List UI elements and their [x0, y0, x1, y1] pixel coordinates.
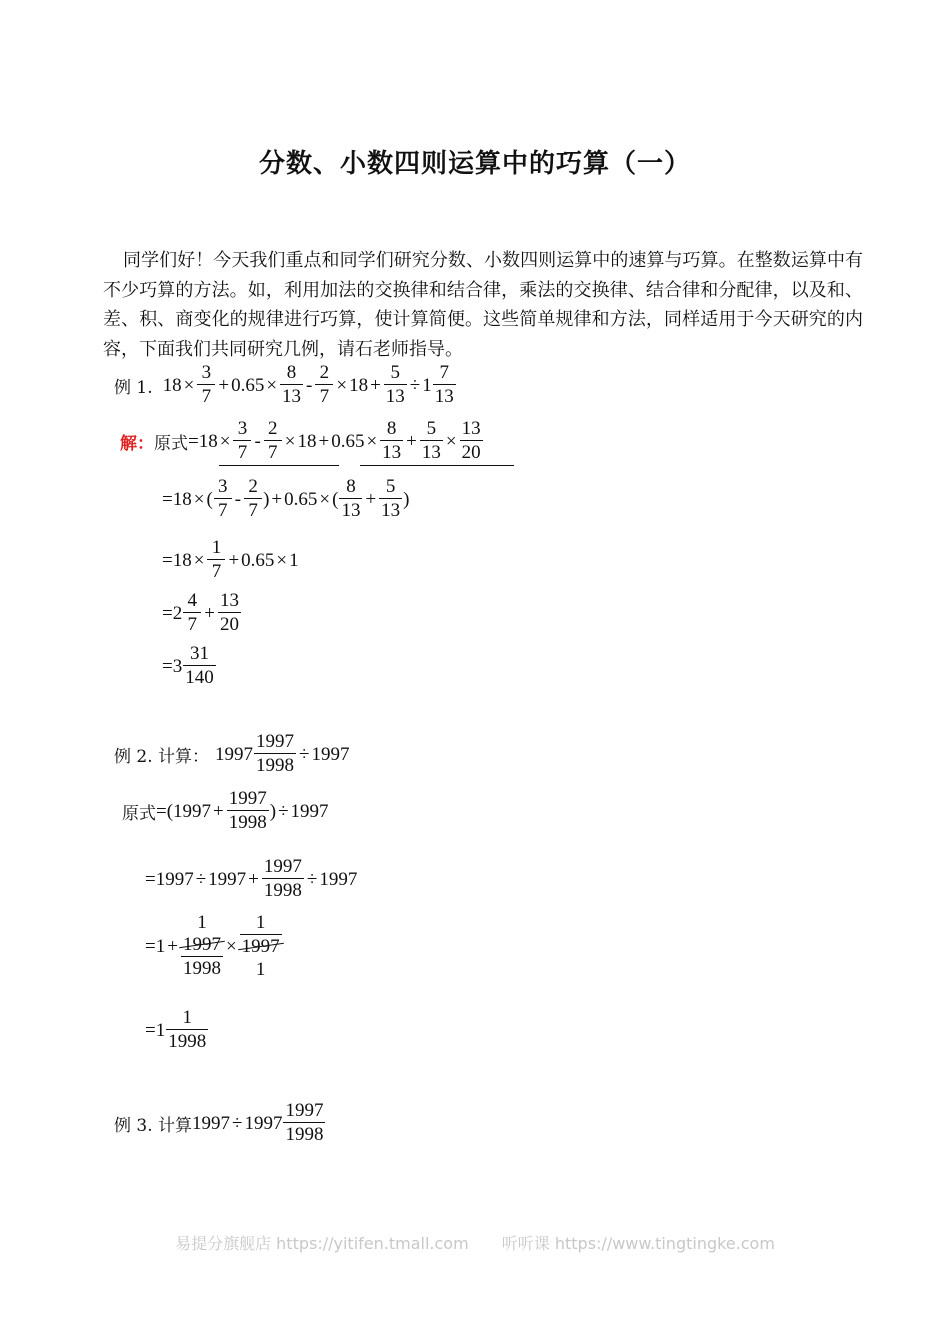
fraction: [207, 537, 225, 584]
math-token: ×: [276, 549, 288, 571]
math-token: 7: [207, 559, 225, 584]
example-1-solution-line-4: [162, 590, 242, 637]
math-token: 7: [315, 384, 333, 409]
intro-paragraph: 同学们好！今天我们重点和同学们研究分数、小数四则运算中的速算与巧算。在整数运算中有不少巧算的方法。如，利用加法的交换律和结合律，乘法的交换律、结合律和分配律，以及和、差、积、商变化的规律进行巧算，使计算简便。这些简单规律和方法，同样适用于今天研究的内容，下面我们共同研究几例，请石老师指导。: [103, 250, 863, 360]
math-token: 1998: [182, 958, 221, 979]
math-token: 7: [244, 498, 262, 523]
math-token: (: [166, 800, 174, 822]
math-token: ÷: [409, 374, 421, 396]
math-token: 13: [385, 386, 405, 407]
fraction: [460, 418, 483, 465]
fraction: [240, 912, 282, 981]
math-token: 5: [426, 418, 437, 439]
math-token: ×: [366, 430, 378, 452]
example-1-solution-line-3: [162, 537, 299, 584]
math-token: 7: [264, 440, 282, 465]
math-token: +: [406, 430, 417, 452]
math-token: 18: [172, 549, 192, 571]
math-token: 31: [189, 643, 209, 664]
example-2-label: 例 2. 计算：: [114, 747, 210, 767]
math-token: 5: [385, 476, 396, 497]
grouping-underline: [219, 465, 339, 466]
page-title: 分数、小数四则运算中的巧算（一）: [258, 149, 691, 179]
example-2-solution-line-3: [145, 912, 283, 981]
fraction: [384, 362, 407, 409]
example-3-problem: [114, 1100, 326, 1147]
math-token: 原式: [154, 434, 188, 454]
math-token: 18: [349, 374, 369, 396]
fraction: [379, 476, 402, 523]
math-token: 1997: [208, 868, 247, 890]
math-token: 2: [268, 418, 278, 439]
math-token: 13: [282, 386, 302, 407]
fraction: [244, 476, 262, 523]
math-token: ×: [193, 549, 205, 571]
math-token: ÷: [195, 868, 207, 890]
math-token: +: [213, 800, 224, 822]
math-token: ×: [183, 374, 195, 396]
math-token: 5: [390, 362, 401, 383]
math-token: -: [306, 374, 313, 396]
math-token: 2: [248, 476, 258, 497]
math-token: 1998: [168, 1031, 207, 1052]
math-token: 1997: [256, 731, 295, 752]
math-token: (: [332, 488, 339, 510]
math-token: 1: [289, 549, 299, 571]
math-token: +: [370, 374, 381, 396]
math-token: 1998: [228, 812, 267, 833]
math-token: 18: [297, 430, 317, 452]
example-2-problem: [114, 731, 349, 778]
math-token: 原式: [122, 804, 156, 824]
math-token: 7: [439, 362, 449, 383]
example-2-solution-line-4: [145, 1007, 209, 1054]
math-token: =: [156, 800, 167, 822]
math-token: 13: [421, 442, 441, 463]
math-token: 18: [198, 430, 218, 452]
fraction: [214, 476, 232, 523]
math-token: 1997: [215, 743, 254, 765]
math-token: 18: [172, 488, 192, 510]
cancelled-numerator: 1997: [182, 934, 221, 955]
math-token: 18: [162, 374, 182, 396]
footer: [0, 1231, 950, 1254]
math-token: 1998: [256, 755, 295, 776]
math-token: +: [167, 935, 178, 957]
math-token: 140: [185, 667, 214, 688]
example-1-label: 例 1.: [114, 378, 153, 398]
math-token: =: [145, 1019, 156, 1041]
fraction: [283, 1100, 325, 1147]
math-token: ×: [193, 488, 205, 510]
example-1-solution-line-5: [162, 643, 217, 690]
example-2-solution-line-1: [122, 788, 329, 835]
math-token: 13: [461, 418, 481, 439]
fraction: [280, 362, 303, 409]
math-token: 1: [155, 935, 166, 957]
math-token: +: [248, 868, 259, 890]
math-token: 1: [255, 912, 266, 933]
math-token: =: [188, 430, 199, 452]
math-token: 2: [319, 362, 330, 383]
fraction: [433, 362, 456, 409]
fraction: [183, 643, 216, 690]
math-token: 4: [187, 590, 197, 611]
math-token: 1997: [311, 743, 350, 765]
math-token: 8: [386, 418, 397, 439]
math-token: 1: [197, 912, 207, 933]
fraction: [420, 418, 443, 465]
math-token: 3: [237, 418, 248, 439]
fraction: [218, 590, 241, 637]
math-token: 1997: [228, 788, 267, 809]
math-token: 13: [382, 442, 402, 463]
math-token: 7: [197, 384, 215, 409]
math-token: 1: [422, 374, 432, 396]
math-token: =: [145, 935, 156, 957]
math-token: ×: [284, 430, 296, 452]
math-token: +: [228, 549, 240, 571]
fraction: [166, 1007, 208, 1054]
fraction: [254, 731, 296, 778]
math-token: =: [162, 488, 173, 510]
math-token: 1: [155, 1019, 166, 1041]
solution-label: 解：: [120, 434, 154, 454]
math-token: ×: [219, 430, 231, 452]
math-token: 1: [255, 959, 266, 980]
math-token: 0.65: [231, 374, 265, 396]
math-token: 1997: [155, 868, 194, 890]
example-1-solution-line-1: [120, 418, 484, 465]
math-token: 13: [341, 500, 361, 521]
math-token: 2: [172, 602, 183, 624]
math-token: 1997: [173, 800, 212, 822]
math-token: 1997: [290, 800, 329, 822]
math-token: =: [162, 655, 173, 677]
math-token: 1997: [244, 1112, 283, 1134]
example-3-label: 例 3. 计算: [114, 1116, 193, 1136]
math-token: 8: [346, 476, 356, 497]
fraction: [339, 476, 362, 523]
math-token: 20: [219, 614, 239, 635]
math-token: +: [365, 488, 377, 510]
fraction: [264, 418, 282, 465]
grouping-underline: [360, 465, 514, 466]
math-token: =: [162, 602, 173, 624]
math-token: 0.65: [241, 549, 275, 571]
fraction: [197, 362, 215, 409]
math-token: ): [263, 488, 270, 510]
math-token: +: [271, 488, 283, 510]
footer-left-link[interactable]: 易提分旗舰店 https://yitifen.tmall.com: [175, 1234, 469, 1253]
math-token: ×: [319, 488, 331, 510]
math-token: 0.65: [284, 488, 318, 510]
math-token: 20: [461, 442, 481, 463]
math-token: (: [206, 488, 213, 510]
math-token: 1997: [263, 856, 302, 877]
fraction: [315, 362, 333, 409]
math-token: 7: [233, 440, 251, 465]
fraction: [181, 912, 223, 981]
math-token: 7: [183, 612, 201, 637]
math-token: +: [218, 374, 230, 396]
math-token: 3: [218, 476, 228, 497]
math-token: ×: [266, 374, 278, 396]
math-token: 1: [182, 1007, 192, 1028]
math-token: 1997: [319, 868, 358, 890]
cancelled-denominator: 1997: [241, 936, 280, 957]
math-token: ÷: [306, 868, 318, 890]
example-1-solution-line-2: [162, 476, 409, 523]
math-token: 3: [172, 655, 183, 677]
math-token: =: [145, 868, 156, 890]
fraction: [233, 418, 251, 465]
math-token: 0.65: [331, 430, 365, 452]
math-token: ÷: [232, 1112, 243, 1134]
example-2-solution-line-2: [145, 856, 357, 903]
math-token: -: [254, 430, 261, 452]
math-token: 1997: [192, 1112, 231, 1134]
fraction: [380, 418, 403, 465]
math-token: 8: [286, 362, 297, 383]
fraction: [183, 590, 201, 637]
math-token: ×: [336, 374, 348, 396]
math-token: 1997: [285, 1100, 324, 1121]
math-token: ×: [445, 430, 457, 452]
math-token: =: [162, 549, 173, 571]
math-token: 1: [211, 537, 222, 558]
math-token: 3: [201, 362, 212, 383]
math-token: 13: [381, 500, 401, 521]
math-token: 13: [219, 590, 239, 611]
math-token: -: [234, 488, 242, 510]
math-token: ): [269, 800, 277, 822]
math-token: +: [204, 602, 215, 624]
math-token: 1998: [285, 1124, 324, 1145]
footer-right-link[interactable]: 听听课 https://www.tingtingke.com: [501, 1234, 775, 1253]
fraction: [227, 788, 269, 835]
math-token: 1998: [263, 880, 302, 901]
math-token: +: [318, 430, 330, 452]
fraction: [262, 856, 304, 903]
math-token: ): [403, 488, 410, 510]
math-token: 13: [434, 386, 454, 407]
math-token: ÷: [299, 743, 310, 765]
example-1-problem: [114, 362, 457, 409]
math-token: ÷: [278, 800, 289, 822]
math-token: 7: [214, 498, 232, 523]
math-token: ×: [225, 935, 237, 957]
